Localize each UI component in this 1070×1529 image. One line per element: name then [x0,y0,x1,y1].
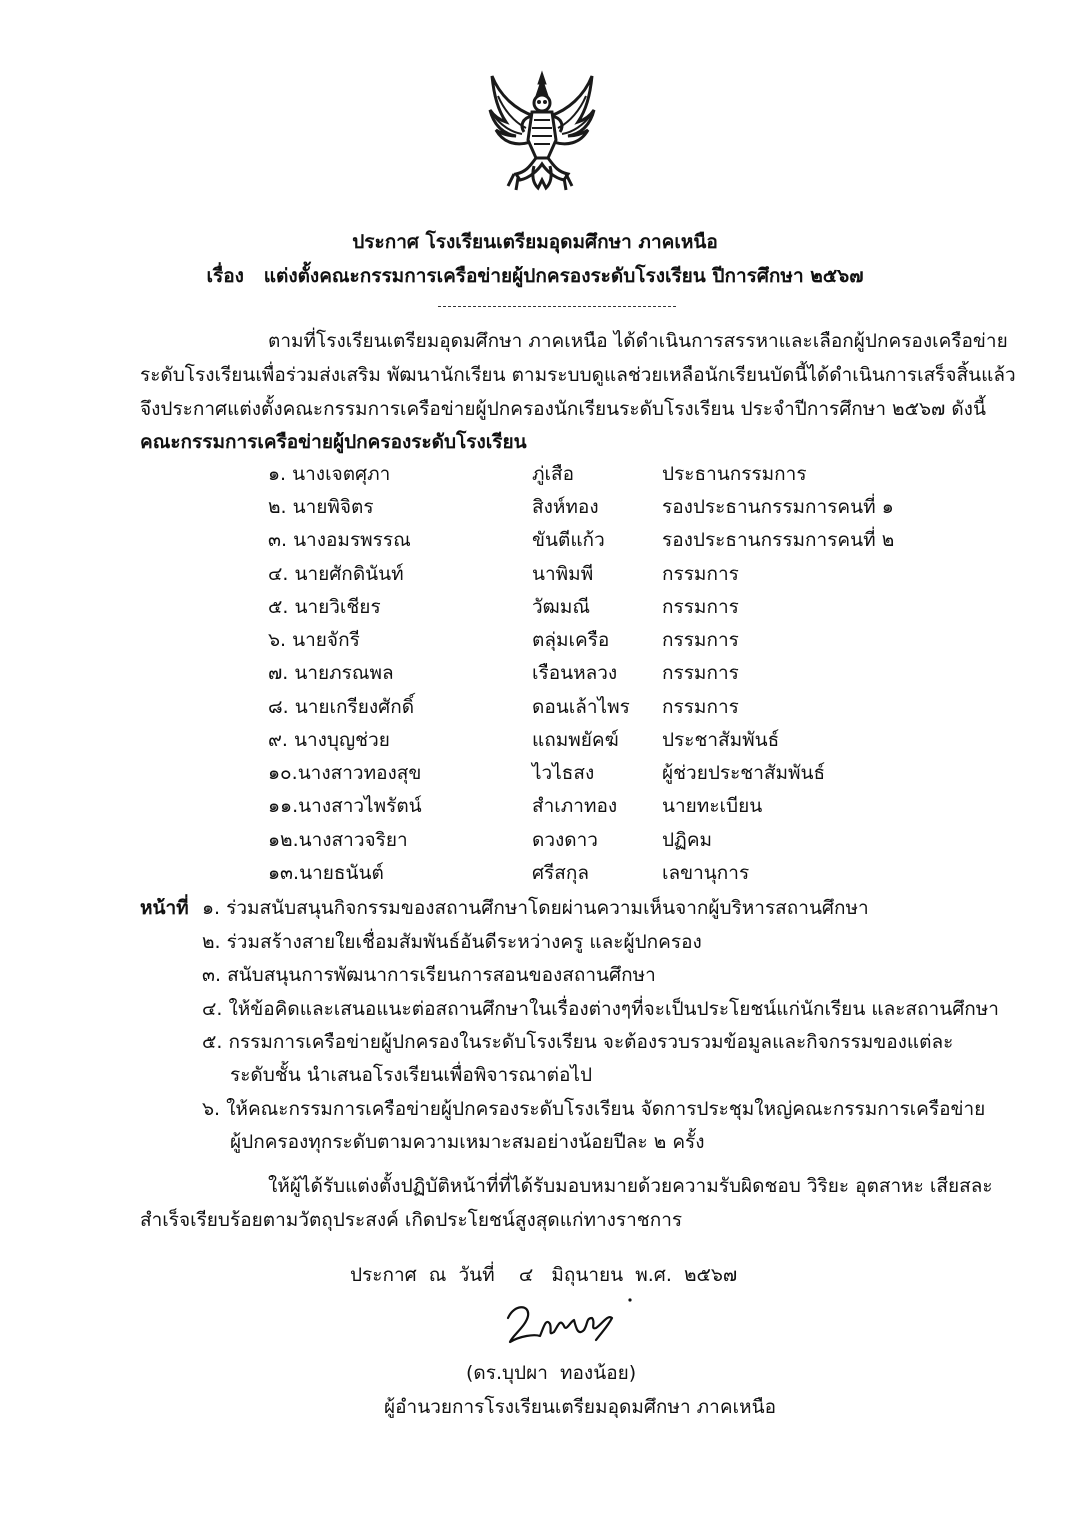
member-last-name: ดอนเล้าไพร [532,696,630,718]
member-role: นายทะเบียน [662,795,763,817]
member-role: กรรมการ [662,596,739,618]
committee-heading: คณะกรรมการเครือข่ายผู้ปกครองระดับโรงเรียน [140,431,527,453]
title-separator [438,306,676,307]
member-row [0,862,1070,895]
member-row [0,696,1070,729]
member-role: ประธานกรรมการ [662,463,807,485]
member-row [0,829,1070,862]
duties-label: หน้าที่ [140,897,189,919]
member-first-name: ๗. นายภรณพล [268,662,394,684]
member-first-name: ๑๐.นางสาวทองสุข [268,762,422,784]
closing-line-1: ให้ผู้ได้รับแต่งตั้งปฏิบัติหน้าที่ที่ได้รับมอบหมายด้วยความรับผิดชอบ วิริยะ อุตสาหะ เสียสละ [268,1175,993,1197]
member-role: กรรมการ [662,662,739,684]
member-first-name: ๙. นางบุญช่วย [268,729,390,751]
member-first-name: ๑๓.นายธนันต์ [268,862,384,884]
member-role: กรรมการ [662,563,739,585]
duty-item-5: ๕. กรรมการเครือข่ายผู้ปกครองในระดับโรงเรียน จะต้องรวบรวมข้อมูลและกิจกรรมของแต่ละ [202,1031,954,1053]
member-first-name: ๖. นายจักรี [268,629,360,651]
garuda-emblem [486,70,598,198]
member-role: กรรมการ [662,696,739,718]
closing-line-2: สำเร็จเรียบร้อยตามวัตถุประสงค์ เกิดประโยชน์สูงสุดแก่ทางราชการ [140,1209,683,1231]
member-row [0,496,1070,529]
member-role: ปฏิคม [662,829,713,851]
member-last-name: เรือนหลวง [532,662,618,684]
duty-item-1: ๑. ร่วมสนับสนุนกิจกรรมของสถานศึกษาโดยผ่านความเห็นจากผู้บริหารสถานศึกษา [202,897,869,919]
member-first-name: ๔. นายศักดินันท์ [268,563,404,585]
intro-line-2: ระดับโรงเรียนเพื่อร่วมส่งเสริม พัฒนานักเรียน ตามระบบดูแลช่วยเหลือนักเรียนบัดนี้ได้ดำเนินการเสร็จสิ้นแล้ว [140,364,1016,386]
intro-line-3: จึงประกาศแต่งตั้งคณะกรรมการเครือข่ายผู้ปกครองนักเรียนระดับโรงเรียน ประจำปีการศึกษา ๒๕๖๗ ดังนี้ [140,398,986,420]
member-first-name: ๑. นางเจตศุภา [268,463,391,485]
member-row [0,596,1070,629]
member-first-name: ๑๒.นางสาวจริยา [268,829,408,851]
member-row [0,629,1070,662]
member-last-name: ตลุ่มเครือ [532,629,610,651]
member-role: รองประธานกรรมการคนที่ ๑ [662,496,894,518]
announcement-subject: เรื่อง แต่งตั้งคณะกรรมการเครือข่ายผู้ปกครองระดับโรงเรียน ปีการศึกษา ๒๕๖๗ [206,265,864,287]
member-first-name: ๒. นายพิจิตร [268,496,374,518]
member-row [0,529,1070,562]
member-last-name: ดวงดาว [532,829,598,851]
member-last-name: วัฒมณี [532,596,590,618]
member-first-name: ๑๑.นางสาวไพรัตน์ [268,795,422,817]
member-last-name: ศรีสกุล [532,862,590,884]
member-role: รองประธานกรรมการคนที่ ๒ [662,529,895,551]
duty-item-6: ๖. ให้คณะกรรมการเครือข่ายผู้ปกครองระดับโรงเรียน จัดการประชุมใหญ่คณะกรรมการเครือข่าย [202,1098,986,1120]
member-last-name: แถมพยัคฆ์ [532,729,619,751]
member-last-name: ไวไธสง [532,762,595,784]
announcement-date: ประกาศ ณ วันที่ ๔ มิถุนายน พ.ศ. ๒๕๖๗ [350,1264,738,1286]
member-last-name: ภู่เสือ [532,463,575,485]
member-last-name: สิงห์ทอง [532,496,599,518]
director-signature [500,1296,640,1356]
duty-item-4: ๔. ให้ข้อคิดและเสนอแนะต่อสถานศึกษาในเรื่องต่างๆที่จะเป็นประโยชน์แก่นักเรียน และสถานศึกษา [202,998,999,1020]
intro-line-1: ตามที่โรงเรียนเตรียมอุดมศึกษา ภาคเหนือ ได้ดำเนินการสรรหาและเลือกผู้ปกครองเครือข่าย [268,330,1008,352]
duty-item-3: ๓. สนับสนุนการพัฒนาการเรียนการสอนของสถานศึกษา [202,964,656,986]
signatory-position: ผู้อำนวยการโรงเรียนเตรียมอุดมศึกษา ภาคเหนือ [384,1396,776,1418]
member-first-name: ๓. นางอมรพรรณ [268,529,411,551]
member-role: เลขานุการ [662,862,750,884]
member-row [0,463,1070,496]
member-last-name: นาพิมพี [532,563,594,585]
member-role: ผู้ช่วยประชาสัมพันธ์ [662,762,826,784]
member-first-name: ๘. นายเกรียงศักดิ์ [268,696,415,718]
duty-item-2: ๒. ร่วมสร้างสายใยเชื่อมสัมพันธ์อันดีระหว่างครู และผู้ปกครอง [202,931,702,953]
member-role: กรรมการ [662,629,739,651]
member-row [0,662,1070,695]
member-first-name: ๕. นายวิเชียร [268,596,381,618]
announcement-title: ประกาศ โรงเรียนเตรียมอุดมศึกษา ภาคเหนือ [352,231,718,253]
member-last-name: ขันตีแก้ว [532,529,605,551]
member-last-name: สำเภาทอง [532,795,618,817]
member-row [0,729,1070,762]
member-role: ประชาสัมพันธ์ [662,729,780,751]
duty-item-5-cont: ระดับชั้น นำเสนอโรงเรียนเพื่อพิจารณาต่อไป [230,1064,593,1086]
duty-item-6-cont: ผู้ปกครองทุกระดับตามความเหมาะสมอย่างน้อยปีละ ๒ ครั้ง [230,1131,705,1153]
member-row [0,563,1070,596]
member-row [0,762,1070,795]
member-row [0,795,1070,828]
signatory-name: (ดร.บุปผา ทองน้อย) [466,1362,637,1384]
